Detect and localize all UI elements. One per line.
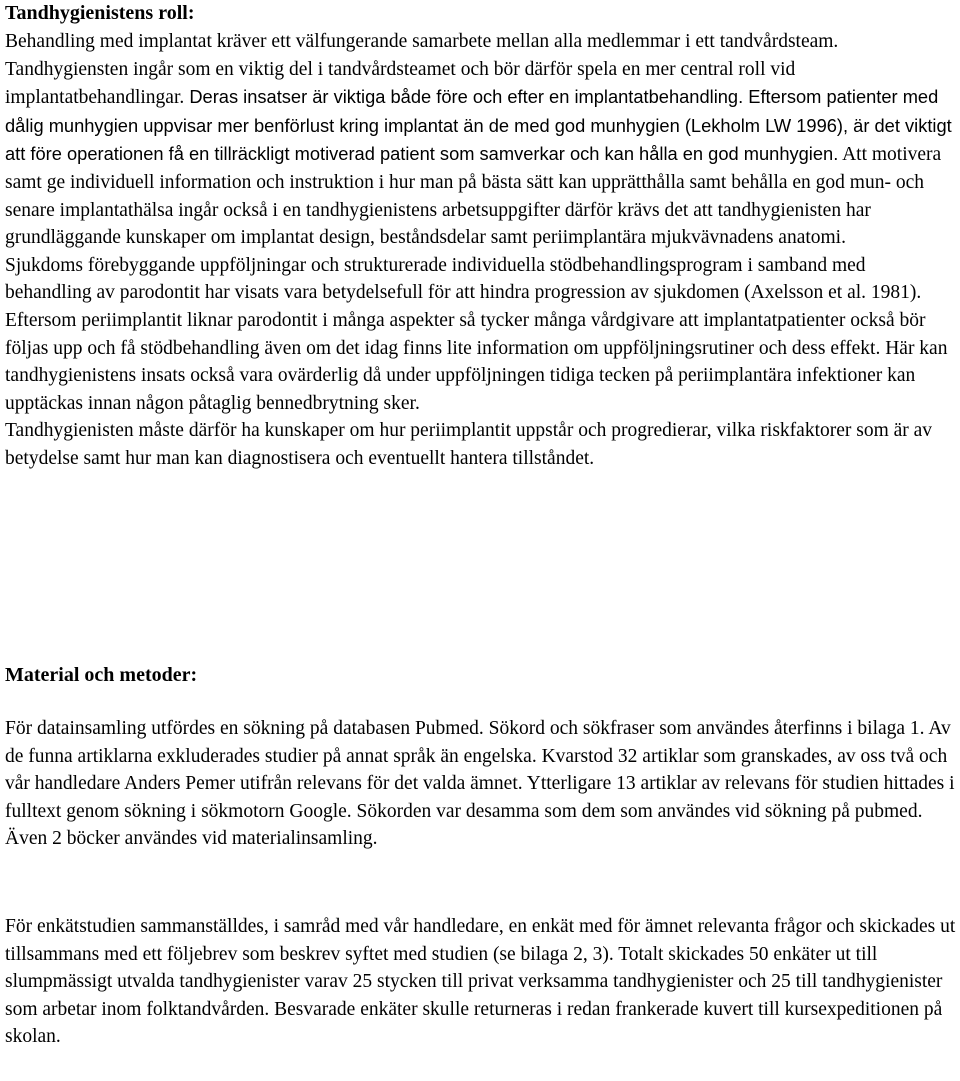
paragraph-roll-intro-part-c: Att motivera samt ge individuell information och instruktion i hur man på bästa sätt kan upprätthålla samt behålla en god mun- och senare implantathälsa ingår också i en tandhygienistens arbetsuppgifter därför krävs det att tandhygienisten har grundläggande kunskaper om implantat design, beståndsdelar samt periimplantära mjukvävnadens anatomi. xyxy=(5,144,942,249)
paragraph-roll-knowledge: Tandhygienisten måste därför ha kunskaper om hur periimplantit uppstår och progredierar, vilka riskfaktorer som är av betydelse samt hur man kan diagnostisera och eventuellt hantera tillståndet. xyxy=(5,420,933,469)
paragraph-roll-intro-part-a: Behandling med implantat kräver ett välfungerande samarbete mellan alla medlemmar i ett tandvårdsteam. Tandhygiensten ingår som en viktig del i tandvårdsteamet och bör därför spela en mer central roll vid implantatbehandlingar. xyxy=(5,31,839,109)
section-heading-material-och-metoder: Material och metoder: xyxy=(5,664,198,686)
section-heading-tandhygienistens-roll: Tandhygienistens roll: xyxy=(5,2,195,24)
paragraph-roll-intro-part-b: Deras insatser är viktiga både före och efter en implantatbehandling. Eftersom patienter med dålig munhygien uppvisar mer benförlust kring implantat än de med god munhygien (Lekholm LW 1996), är det viktigt att före operationen få en tillräckligt motiverad patient som samverkar och kan hålla en god munhygien. xyxy=(5,86,952,165)
paragraph-enkatstudien: För enkätstudien sammanställdes, i samråd med vår handledare, en enkät med för ämnet relevanta frågor och skickades ut tillsammans med ett följebrev som beskrev syftet med studien (se bilaga 2, 3). Totalt skickades 50 enkäter ut till slumpmässigt utvalda tandhygienister varav 25 stycken till privat verksamma tandhygienister och 25 till tandhygienister som arbetar inom folktandvården. Besvarade enkäter skulle returneras i redan frankerade kuvert till kursexpeditionen på skolan. xyxy=(5,916,956,1048)
paragraph-roll-intro xyxy=(5,28,956,252)
paragraph-roll-followup: Sjukdoms förebyggande uppföljningar och strukturerade individuella stödbehandlingsprogram i samband med behandling av parodontit har visats vara betydelsefull för att hindra progression av sjukdomen (Axelsson et al. 1981). Eftersom periimplantit liknar parodontit i många aspekter så tycker många vårdgivare att implantatpatienter också bör följas upp och få stödbehandling även om det idag finns lite information om uppföljningsrutiner och dess effekt. Här kan tandhygienistens insats också vara ovärderlig då under uppföljningen tidiga tecken på periimplantära infektioner kan upptäckas innan någon påtaglig bennedbrytning sker. xyxy=(5,254,948,414)
paragraph-datainsamling: För datainsamling utfördes en sökning på databasen Pubmed. Sökord och sökfraser som användes återfinns i bilaga 1. Av de funna artiklarna exkluderades studier på annat språk än engelska. Kvarstod 32 artiklar som granskades, av oss två och vår handledare Anders Pemer utifrån relevans för det valda ämnet. Ytterligare 13 artiklar av relevans för studien hittades i fulltext genom sökning i sökmotorn Google. Sökorden var desamma som dem som användes vid sökning på pubmed. Även 2 böcker användes vid materialinsamling. xyxy=(5,718,955,850)
section-body-tandhygienistens-roll xyxy=(5,28,956,473)
